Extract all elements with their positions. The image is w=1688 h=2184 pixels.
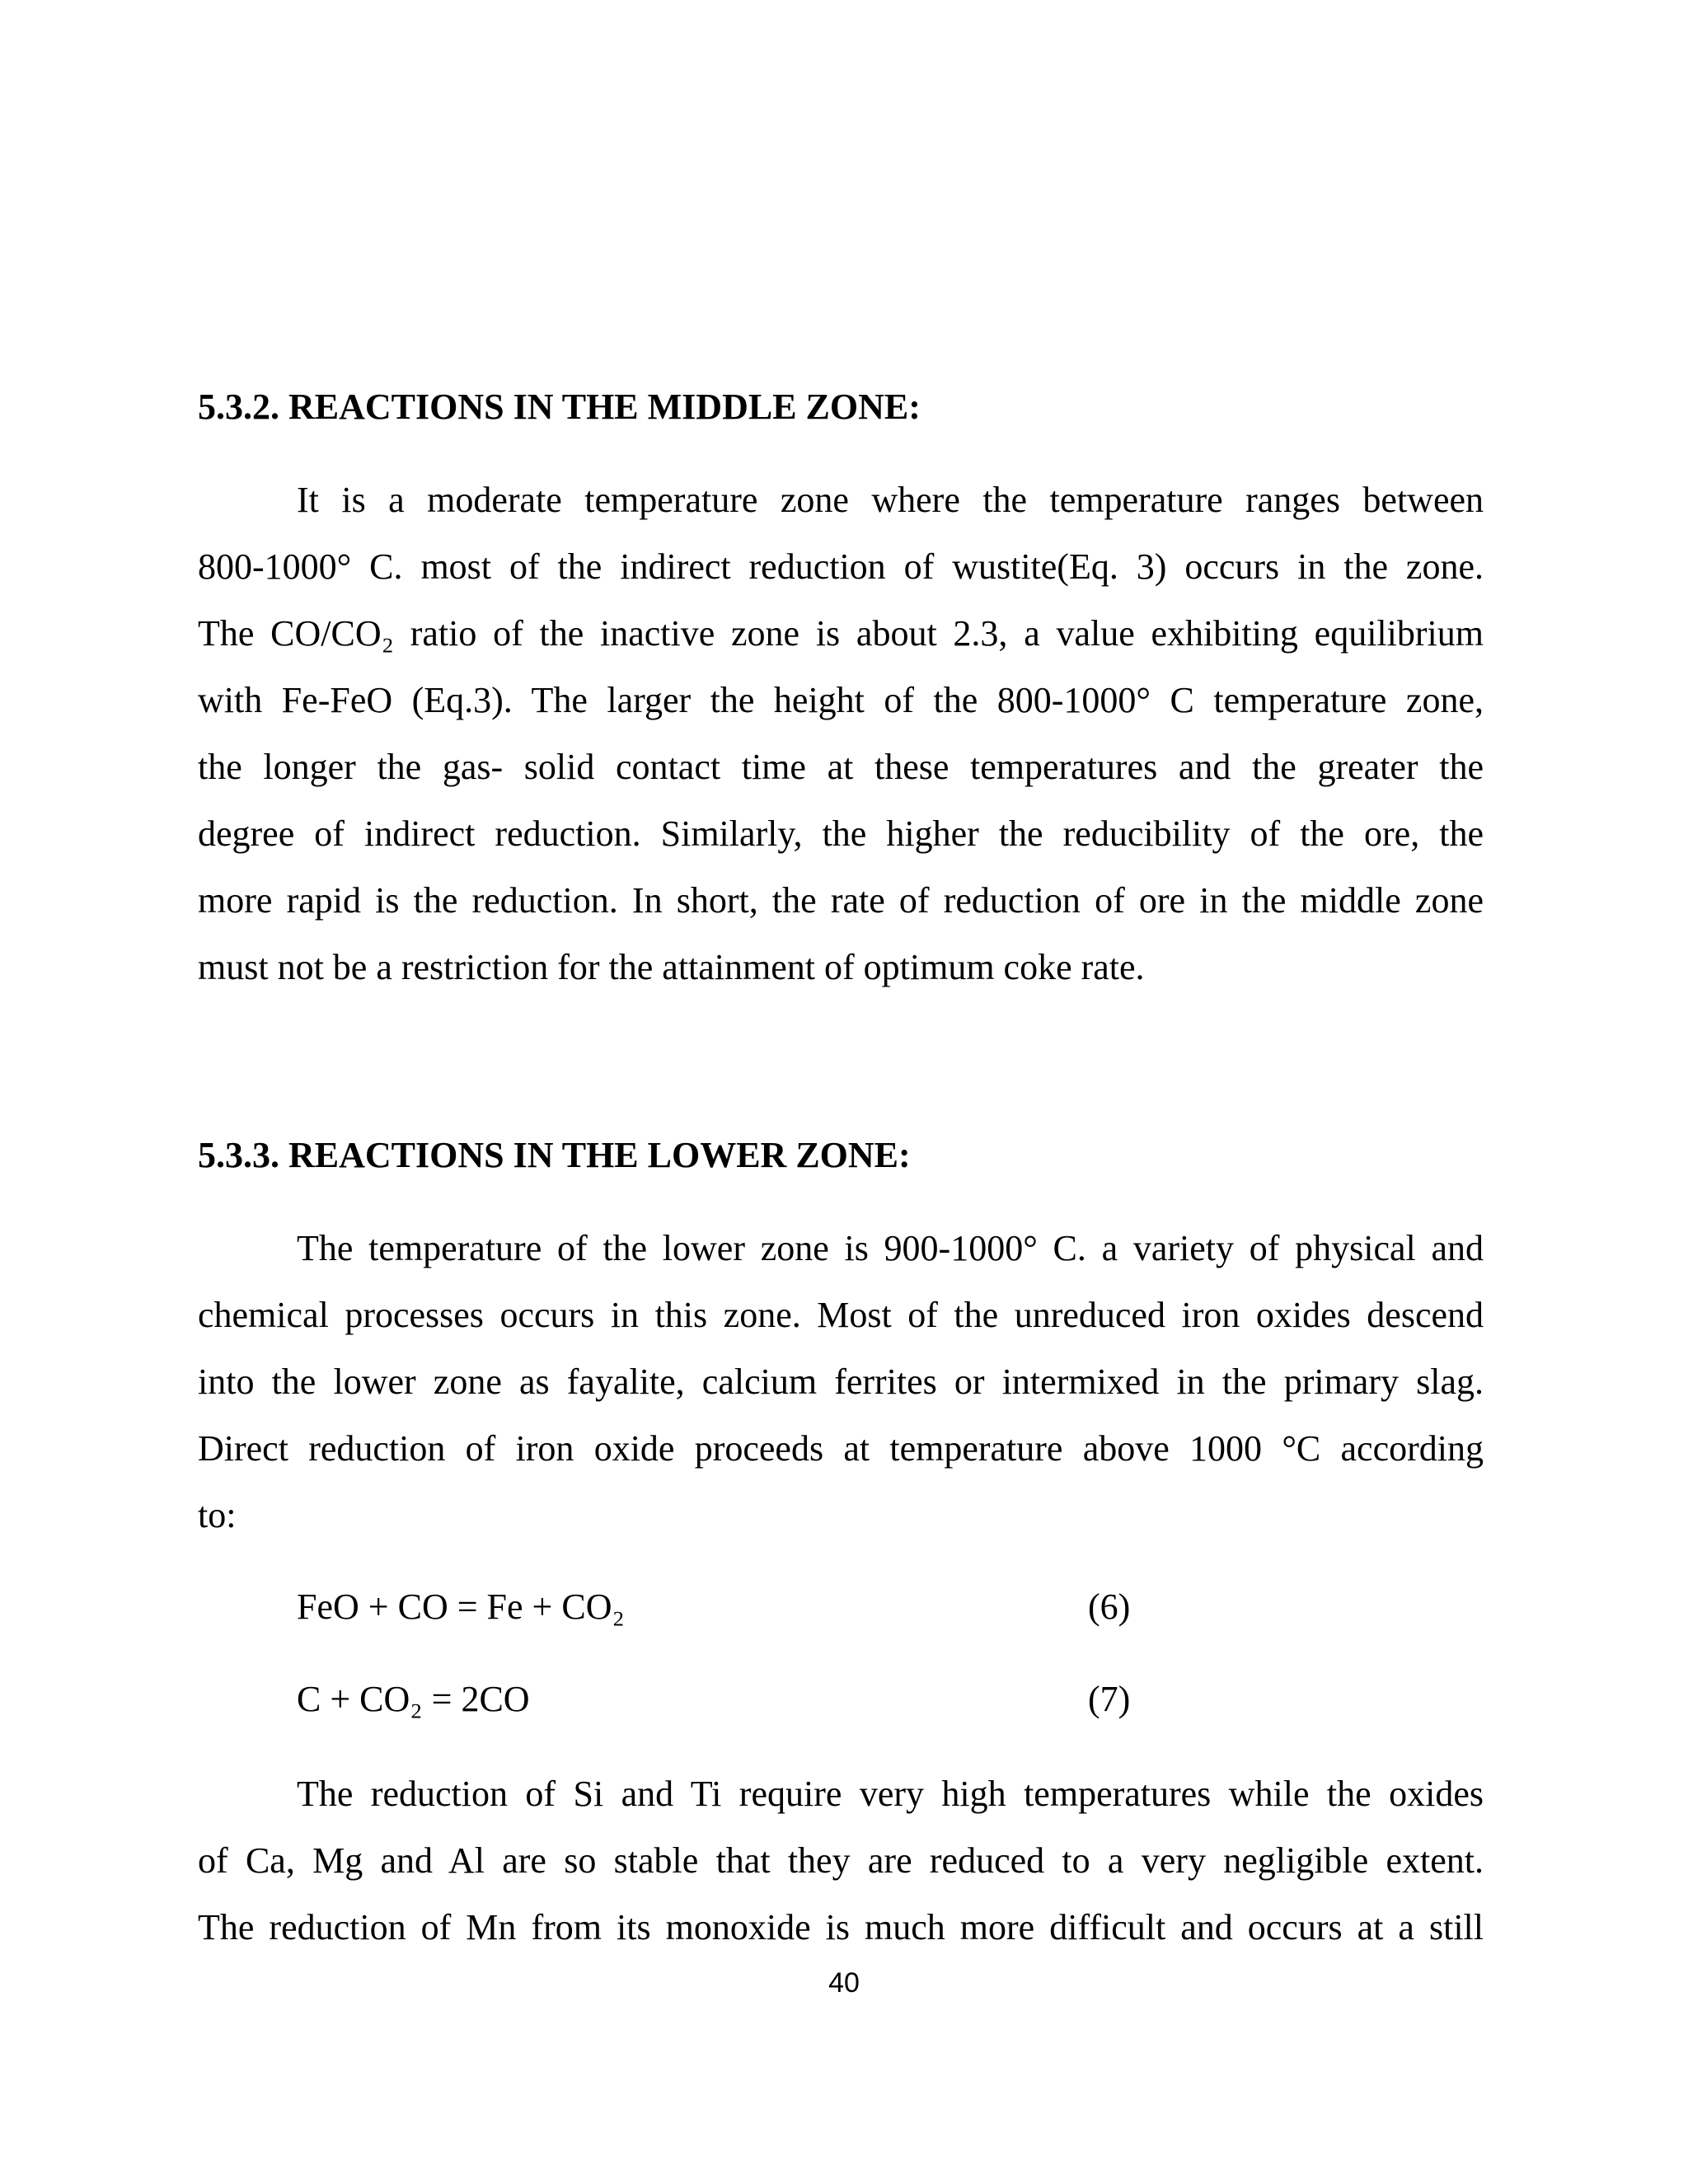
paragraph-line: It is a moderate temperature zone where the temperature ranges between <box>297 480 1484 520</box>
lower-zone-paragraph <box>198 1215 1484 1549</box>
paragraph-line: chemical processes occurs in this zone. Most of the unreduced iron oxides descend <box>198 1295 1484 1335</box>
paragraph-line: The CO/CO₂ ratio of the inactive zone is about 2.3, a value exhibiting equilibrium <box>198 613 1484 654</box>
closing-paragraph <box>198 1760 1484 1961</box>
equation-text: C + CO₂ = 2CO <box>297 1679 530 1719</box>
paragraph-line: of Ca, Mg and Al are so stable that they are reduced to a very negligible extent. <box>198 1840 1484 1881</box>
page-number: 40 <box>828 1967 860 1999</box>
paragraph-line: to: <box>198 1495 237 1535</box>
paragraph-line: the longer the gas- solid contact time at these temperatures and the greater the <box>198 747 1484 787</box>
paragraph-line: degree of indirect reduction. Similarly, the higher the reducibility of the ore, the <box>198 813 1484 854</box>
paragraph-line: 800-1000° C. most of the indirect reduction of wustite(Eq. 3) occurs in the zone. <box>198 546 1484 587</box>
equation-number: (7) <box>1088 1679 1131 1719</box>
equation-text: FeO + CO = Fe + CO₂ <box>297 1586 625 1627</box>
paragraph-line: must not be a restriction for the attainment of optimum coke rate. <box>198 947 1145 987</box>
section-heading-middle-zone: 5.3.2. REACTIONS IN THE MIDDLE ZONE: <box>198 387 921 427</box>
paragraph-line: The temperature of the lower zone is 900-1000° C. a variety of physical and <box>297 1228 1484 1268</box>
paragraph-line: The reduction of Si and Ti require very high temperatures while the oxides <box>297 1774 1484 1814</box>
section-heading-lower-zone: 5.3.3. REACTIONS IN THE LOWER ZONE: <box>198 1135 911 1175</box>
paragraph-line: Direct reduction of iron oxide proceeds at temperature above 1000 °C according <box>198 1428 1484 1469</box>
paragraph-line: more rapid is the reduction. In short, the rate of reduction of ore in the middle zone <box>198 880 1484 921</box>
paragraph-line: into the lower zone as fayalite, calcium ferrites or intermixed in the primary slag. <box>198 1361 1484 1402</box>
equation-7 <box>297 1675 1137 1724</box>
equation-number: (6) <box>1088 1586 1131 1627</box>
paragraph-line: The reduction of Mn from its monoxide is much more difficult and occurs at a still <box>198 1907 1484 1947</box>
equation-6 <box>297 1582 1137 1632</box>
middle-zone-paragraph <box>198 466 1484 1001</box>
paragraph-line: with Fe-FeO (Eq.3). The larger the height of the 800-1000° C temperature zone, <box>198 680 1484 720</box>
